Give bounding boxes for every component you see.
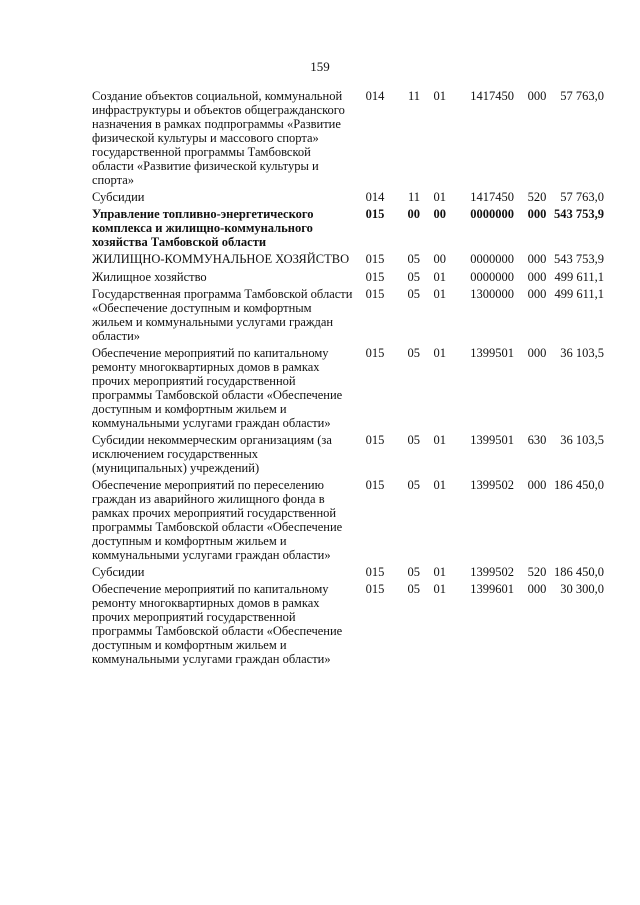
- table-row: [92, 478, 604, 565]
- row-expense-type-code: 000: [527, 270, 547, 284]
- row-ministry-code: 014: [365, 89, 385, 103]
- row-ministry-code: 015: [365, 207, 385, 221]
- row-target-article-code: 1399601: [470, 582, 514, 596]
- row-expense-type-code: 520: [527, 565, 547, 579]
- row-ministry-code: 015: [365, 346, 385, 360]
- row-ministry-code: 015: [365, 478, 385, 492]
- row-target-article-code: 1399501: [470, 433, 514, 447]
- row-target-article-code: 1399502: [470, 565, 514, 579]
- row-expense-type-code: 630: [527, 433, 547, 447]
- row-amount: 36 103,5: [560, 346, 604, 360]
- row-expense-type-code: 000: [527, 207, 547, 221]
- row-name: Субсидии: [92, 565, 145, 579]
- row-amount: 57 763,0: [560, 89, 604, 103]
- row-name: Жилищное хозяйство: [92, 270, 207, 284]
- row-name: Управление топливно-энергетического комплекса и жилищно-коммунального хозяйства Тамбовской области: [92, 207, 314, 249]
- row-amount: 57 763,0: [560, 190, 604, 204]
- row-amount: 499 611,1: [554, 270, 604, 284]
- row-section-code: 11: [407, 190, 420, 204]
- table-row: [92, 207, 604, 252]
- row-target-article-code: 1399502: [470, 478, 514, 492]
- row-ministry-code: 015: [365, 287, 385, 301]
- table-row: [92, 346, 604, 433]
- budget-table-body: [92, 89, 604, 669]
- row-name: Создание объектов социальной, коммунальной инфраструктуры и объектов общегражданского назначения в рамках подпрограммы «Развитие физической культуры и массового спорта» государственной программы Тамбовской области «Развитие физической культуры и спорта»: [92, 89, 345, 187]
- row-subsection-code: 01: [433, 478, 446, 492]
- row-amount: 30 300,0: [560, 582, 604, 596]
- table-row: [92, 190, 604, 207]
- row-subsection-code: 01: [433, 346, 446, 360]
- row-subsection-code: 01: [433, 582, 446, 596]
- row-amount: 499 611,1: [554, 287, 604, 301]
- row-expense-type-code: 000: [527, 252, 547, 266]
- row-section-code: 05: [407, 565, 420, 579]
- table-row: [92, 252, 604, 270]
- row-amount: 36 103,5: [560, 433, 604, 447]
- table-row: [92, 565, 604, 582]
- row-subsection-code: 01: [433, 287, 446, 301]
- row-subsection-code: 00: [433, 207, 446, 221]
- row-ministry-code: 015: [365, 270, 385, 284]
- page-number: 159: [310, 59, 330, 74]
- row-name: Субсидии: [92, 190, 145, 204]
- table-row: [92, 270, 604, 287]
- row-ministry-code: 015: [365, 433, 385, 447]
- row-subsection-code: 01: [433, 433, 446, 447]
- row-expense-type-code: 000: [527, 287, 547, 301]
- row-subsection-code: 00: [433, 252, 446, 266]
- row-section-code: 05: [407, 252, 420, 266]
- row-target-article-code: 1399501: [470, 346, 514, 360]
- row-expense-type-code: 000: [527, 346, 547, 360]
- row-target-article-code: 0000000: [470, 252, 514, 266]
- row-subsection-code: 01: [433, 89, 446, 103]
- row-section-code: 11: [407, 89, 420, 103]
- row-section-code: 05: [407, 287, 420, 301]
- row-name: Государственная программа Тамбовской области «Обеспечение доступным и комфортным жильем и коммунальными услугами граждан области»: [92, 287, 353, 343]
- row-subsection-code: 01: [433, 270, 446, 284]
- row-target-article-code: 1417450: [470, 190, 514, 204]
- row-amount: 543 753,9: [554, 252, 604, 266]
- table-row: [92, 433, 604, 478]
- row-target-article-code: 1300000: [470, 287, 514, 301]
- row-ministry-code: 015: [365, 565, 385, 579]
- table-row: [92, 89, 604, 190]
- row-ministry-code: 015: [365, 252, 385, 266]
- row-amount: 186 450,0: [554, 478, 604, 492]
- row-ministry-code: 014: [365, 190, 385, 204]
- row-amount: 186 450,0: [554, 565, 604, 579]
- table-row: [92, 287, 604, 346]
- row-section-code: 00: [407, 207, 420, 221]
- row-name: Субсидии некоммерческим организациям (за исключением государственных (муниципальных) учреждений): [92, 433, 332, 475]
- row-name: Обеспечение мероприятий по капитальному ремонту многоквартирных домов в рамках прочих мероприятий государственной программы Тамбовской области «Обеспечение доступным и комфортным жильем и коммунальными услугами граждан области»: [92, 582, 343, 666]
- row-subsection-code: 01: [433, 565, 446, 579]
- row-target-article-code: 0000000: [470, 207, 514, 221]
- row-name: ЖИЛИЩНО-КОММУНАЛЬНОЕ ХОЗЯЙСТВО: [92, 252, 350, 266]
- row-target-article-code: 0000000: [470, 270, 514, 284]
- row-section-code: 05: [407, 582, 420, 596]
- row-name: Обеспечение мероприятий по переселению граждан из аварийного жилищного фонда в рамках прочих мероприятий государственной программы Тамбовской области «Обеспечение доступным и комфортным жильем и коммунальными услугами граждан области»: [92, 478, 343, 562]
- row-expense-type-code: 000: [527, 582, 547, 596]
- row-target-article-code: 1417450: [470, 89, 514, 103]
- row-expense-type-code: 000: [527, 89, 547, 103]
- row-ministry-code: 015: [365, 582, 385, 596]
- budget-table: [92, 89, 604, 669]
- row-amount: 543 753,9: [554, 207, 604, 221]
- row-expense-type-code: 000: [527, 478, 547, 492]
- row-name: Обеспечение мероприятий по капитальному ремонту многоквартирных домов в рамках прочих мероприятий государственной программы Тамбовской области «Обеспечение доступным и комфортным жильем и коммунальными услугами граждан области»: [92, 346, 343, 430]
- row-section-code: 05: [407, 346, 420, 360]
- table-row: [92, 582, 604, 669]
- row-expense-type-code: 520: [527, 190, 547, 204]
- row-subsection-code: 01: [433, 190, 446, 204]
- row-section-code: 05: [407, 433, 420, 447]
- row-section-code: 05: [407, 478, 420, 492]
- row-section-code: 05: [407, 270, 420, 284]
